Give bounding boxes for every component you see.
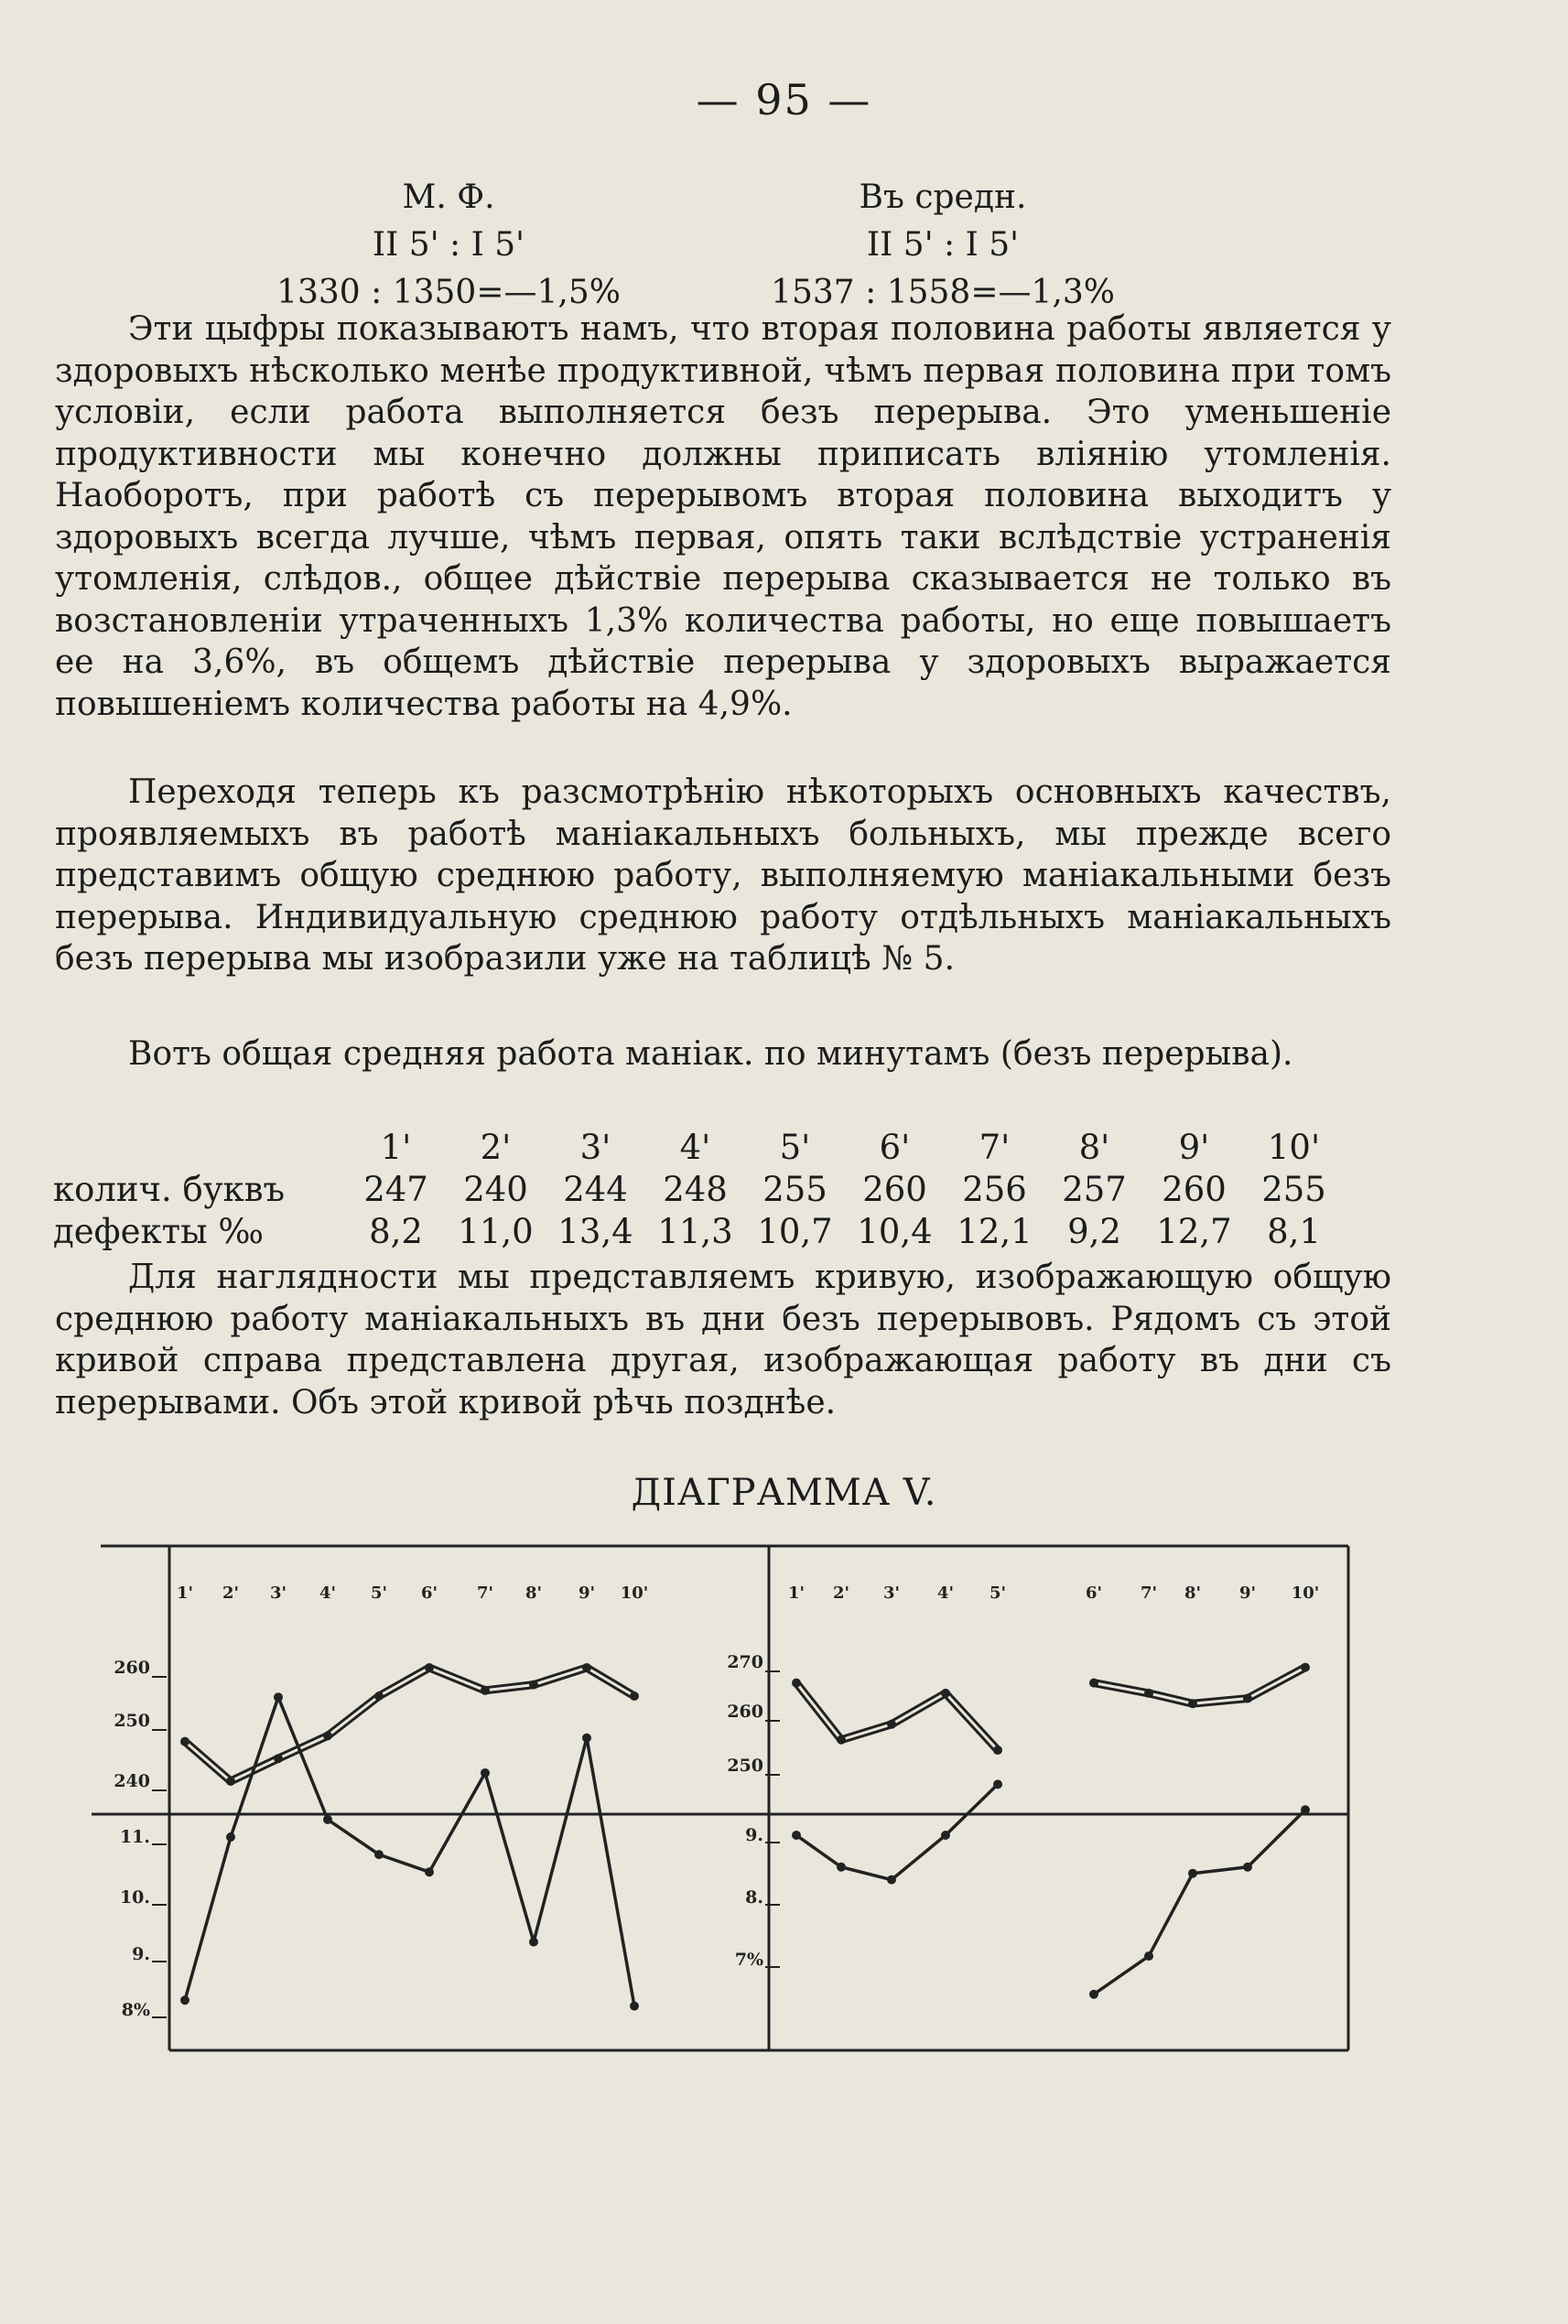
table-cell: 240 (463, 1169, 528, 1209)
category-label: 5' (370, 1584, 388, 1603)
table-cell: 256 (962, 1169, 1027, 1209)
data-point (274, 1754, 283, 1763)
table-cell: 260 (862, 1169, 927, 1209)
category-label: 5' (989, 1584, 1007, 1603)
table-cell: 248 (663, 1169, 728, 1209)
minute-header: 2' (480, 1127, 512, 1167)
data-point (1301, 1663, 1310, 1672)
minute-header: 3' (579, 1127, 611, 1167)
category-label: 3' (269, 1584, 287, 1603)
y-tick-label: 260 (727, 1702, 763, 1722)
data-point (1089, 1990, 1098, 1999)
data-point (993, 1779, 1002, 1789)
category-label: 1' (176, 1584, 194, 1603)
ratio-values: 1330 : 1350=—1,5% (276, 274, 621, 311)
y-tick-label: 8. (745, 1887, 763, 1908)
data-point (425, 1867, 434, 1876)
paragraph-text: Переходя теперь къ разсмотрѣнію нѣкоторыхъ основныхъ качествъ, проявляемыхъ въ работѣ маніакальныхъ больныхъ, мы прежде всего представимъ общую среднюю работу, выполняемую маніакальными безъ перерыва. Индивидуальную среднюю работу отдѣльныхъ маніакальныхъ безъ перерыва мы изобразили уже на таблицѣ № 5. (55, 773, 1391, 978)
ratio-values: 1537 : 1558=—1,3% (771, 274, 1115, 311)
table-cell: 12,7 (1156, 1211, 1232, 1251)
data-point (1089, 1679, 1098, 1688)
data-point (887, 1720, 896, 1729)
data-point (374, 1692, 384, 1701)
minute-header: 4' (679, 1127, 711, 1167)
data-point (792, 1679, 801, 1688)
data-point (630, 2002, 639, 2011)
table-cell: 247 (363, 1169, 428, 1209)
paragraph-text: Вотъ общая средняя работа маніак. по минутамъ (безъ перерыва). (128, 1035, 1293, 1073)
data-point (887, 1875, 896, 1885)
data-point (1243, 1863, 1252, 1872)
table-cell: 12,1 (957, 1211, 1033, 1251)
data-point (1188, 1699, 1197, 1708)
ratio-heading: Въ средн. (859, 178, 1027, 216)
table-cell: 8,1 (1267, 1211, 1321, 1251)
data-point (226, 1777, 235, 1786)
data-point (481, 1768, 490, 1778)
table-cell: 244 (563, 1169, 628, 1209)
category-label: 8' (524, 1584, 543, 1603)
category-label: 6' (1085, 1584, 1103, 1603)
y-tick-label: 250 (114, 1711, 150, 1731)
y-tick-label: 270 (727, 1652, 763, 1672)
y-tick-label: 250 (727, 1756, 763, 1776)
data-point (1144, 1951, 1153, 1961)
y-tick-label: 9. (745, 1825, 763, 1845)
data-point (226, 1832, 235, 1842)
page-number: — 95 — (696, 75, 872, 124)
category-label: 2' (832, 1584, 850, 1603)
data-point (180, 1737, 189, 1746)
table-cell: 260 (1162, 1169, 1227, 1209)
paragraph-text: Для наглядности мы представляемъ кривую, изображающую общую среднюю работу маніакальныхъ въ дни безъ перерывовъ. Рядомъ съ этой кривой справа представлена другая, изображающая работу въ дни съ перерывами. Объ этой кривой рѣчь позднѣе. (55, 1259, 1391, 1421)
y-tick-label: 11. (119, 1827, 150, 1847)
data-point (1243, 1694, 1252, 1703)
y-tick-label: 8% (121, 2000, 150, 2020)
category-label: 6' (420, 1584, 438, 1603)
series-line-letters-inner (185, 1668, 634, 1781)
table-cell: 8,2 (369, 1211, 423, 1251)
y-tick-label: 10. (119, 1887, 150, 1908)
category-label: 4' (936, 1584, 955, 1603)
data-point (630, 1692, 639, 1701)
category-label: 7' (476, 1584, 494, 1603)
ratio-formula: II 5' : I 5' (372, 226, 525, 264)
data-point (425, 1663, 434, 1672)
data-point (837, 1735, 846, 1745)
data-point (993, 1746, 1002, 1755)
row-label: колич. буквъ (53, 1169, 286, 1209)
category-label: 10' (620, 1584, 649, 1603)
category-label: 4' (319, 1584, 337, 1603)
ratio-formula: II 5' : I 5' (866, 226, 1020, 264)
minute-header: 10' (1267, 1127, 1321, 1167)
category-label: 10' (1291, 1584, 1320, 1603)
category-label: 8' (1184, 1584, 1202, 1603)
data-point (1188, 1869, 1197, 1878)
minute-header: 5' (779, 1127, 811, 1167)
table-cell: 11,0 (458, 1211, 534, 1251)
y-tick-label: 9. (132, 1944, 150, 1964)
minute-header: 1' (380, 1127, 412, 1167)
row-label: дефекты ‰ (53, 1211, 264, 1251)
data-point (529, 1681, 538, 1690)
minute-header: 6' (879, 1127, 911, 1167)
category-label: 7' (1140, 1584, 1158, 1603)
table-cell: 10,4 (857, 1211, 933, 1251)
series-line-defects (185, 1697, 634, 2005)
minute-header: 9' (1178, 1127, 1210, 1167)
data-point (529, 1938, 538, 1947)
table-cell: 257 (1062, 1169, 1127, 1209)
paragraph-text: Эти цыфры показываютъ намъ, что вторая половина работы является у здоровыхъ нѣсколько менѣе продуктивной, чѣмъ первая половина при томъ условіи, если работа выполняется безъ перерыва. Это уменьшеніе продуктивности мы конечно должны приписать вліянію утомленія. Наоборотъ, при работѣ съ перерывомъ вторая половина выходитъ у здоровыхъ всегда лучше, чѣмъ первая, опять таки вслѣдствіе устраненія утомленія, слѣдов., общее дѣйствіе перерыва сказывается не только въ возстановленіи утраченныхъ 1,3% количества работы, но еще повышаетъ ее на 3,6%, въ общемъ дѣйствіе перерыва у здоровыхъ выражается повышеніемъ количества работы на 4,9%. (55, 310, 1391, 723)
data-point (941, 1689, 950, 1698)
data-point (941, 1831, 950, 1840)
category-label: 9' (578, 1584, 596, 1603)
series-line-letters (185, 1668, 634, 1781)
category-label: 1' (787, 1584, 806, 1603)
data-point (180, 1995, 189, 2005)
y-tick-label: 7% (734, 1950, 763, 1970)
category-label: 3' (882, 1584, 901, 1603)
data-point (323, 1815, 332, 1824)
minute-header: 8' (1078, 1127, 1110, 1167)
data-point (837, 1863, 846, 1872)
minute-header: 7' (979, 1127, 1011, 1167)
table-cell: 13,4 (557, 1211, 633, 1251)
category-label: 2' (222, 1584, 240, 1603)
data-point (323, 1731, 332, 1740)
data-point (374, 1850, 384, 1859)
table-cell: 11,3 (657, 1211, 733, 1251)
data-point (582, 1663, 591, 1672)
data-point (1301, 1805, 1310, 1814)
data-point (1144, 1689, 1153, 1698)
y-tick-label: 240 (114, 1771, 150, 1791)
table-cell: 255 (762, 1169, 827, 1209)
y-tick-label: 260 (114, 1658, 150, 1678)
data-point (792, 1831, 801, 1840)
ratio-heading: М. Ф. (402, 178, 495, 216)
series-line-defects (796, 1784, 998, 1879)
category-label: 9' (1238, 1584, 1257, 1603)
series-line-defects (1094, 1810, 1305, 1994)
diagram-title: ДІАГРАММА V. (631, 1472, 937, 1514)
table-cell: 9,2 (1067, 1211, 1121, 1251)
data-point (274, 1692, 283, 1702)
table-cell: 10,7 (757, 1211, 833, 1251)
data-point (582, 1734, 591, 1743)
table-cell: 255 (1261, 1169, 1326, 1209)
data-point (481, 1686, 490, 1695)
